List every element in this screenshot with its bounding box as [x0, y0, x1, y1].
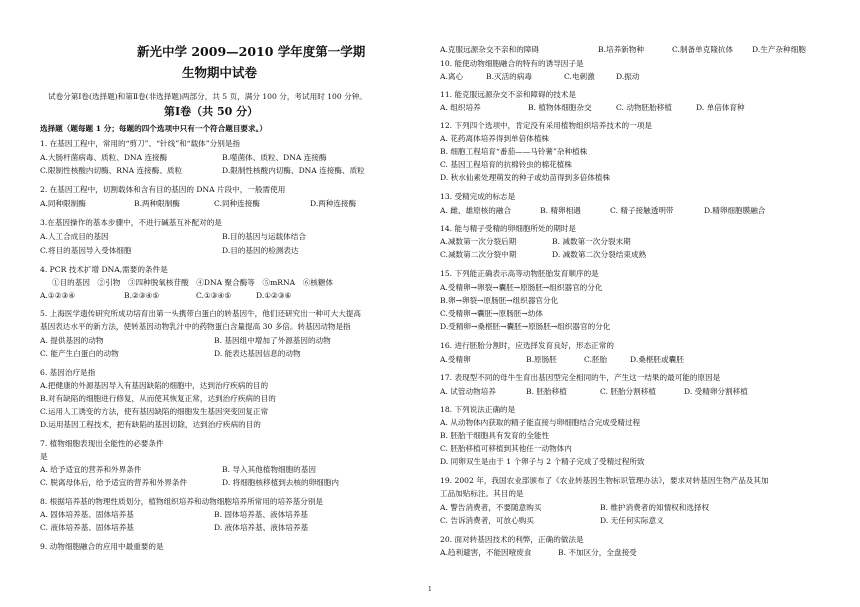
q18-option-d: D. 同卵双生是由于 1 个卵子与 2 个精子完成了受精过程所致: [440, 457, 645, 466]
q19-option-b: B. 维护消费者的知情权和选择权: [600, 503, 710, 512]
q17-option-a: A. 试管动物培养: [440, 387, 496, 396]
q10-option-a: A.离心: [440, 72, 464, 81]
q1-option-d: D.限制性核酸内切酶、DNA 连接酶、质粒: [222, 166, 365, 175]
q20-option-b: B. 不加区分，全盘接受: [558, 548, 637, 557]
question-4: 4. PCR 技术扩增 DNA,需要的条件是: [40, 265, 168, 274]
q1-option-b: B.噬菌体、质粒、DNA 连接酶: [222, 153, 327, 162]
q8-option-b: B. 固体培养基、液体培养基: [214, 510, 308, 519]
q11-option-a: A. 组织培养: [440, 103, 481, 112]
q13-option-a: A. 雌、雄原核的融合: [440, 206, 512, 215]
q13-option-b: B. 精卵相遇: [540, 206, 581, 215]
q6-option-b: B.对有缺陷的细胞进行修复，从而使其恢复正常，达到治疗疾病的目的: [40, 394, 276, 403]
q7-option-b: B. 导入其他植物细胞的基因: [222, 465, 316, 474]
q12-option-d: D. 秋水仙素处理萌发的种子或幼苗得到多倍体植株: [440, 173, 611, 182]
page-title: 新光中学 2009—2010 学年度第一学期: [137, 44, 366, 59]
question-10: 10. 能使动物细胞融合的特有的诱导因子是: [440, 59, 584, 68]
q6-option-a: A.把健康的外源基因导入有基因缺陷的细胞中，达到治疗疾病的目的: [40, 381, 269, 390]
q10-option-c: C.电刺激: [564, 72, 595, 81]
q4-conditions: ①目的基因 ②引物 ③四种脱氧核苷酸 ④DNA 聚合酶等 ⑤mRNA ⑥核糖体: [52, 278, 334, 287]
section-title: 第Ⅰ卷（共 50 分）: [164, 105, 259, 118]
question-17: 17. 表现型不同的母牛生育出基因型完全相同的牛，产生这一结果的最可能的原因是: [440, 373, 721, 382]
q16-option-d: D.桑椹胚或囊胚: [630, 355, 684, 364]
q15-option-a: A.受精卵→卵裂→囊胚→原肠胚→组织器官的分化: [440, 283, 603, 292]
q4-option-b: B.②③④⑤: [124, 291, 160, 300]
q2-option-b: B.两种限制酶: [134, 199, 180, 208]
q18-option-c: C. 胚胎移植可移植到其他任一动物体内: [440, 444, 572, 453]
q9-option-a: A.克服远源杂交不亲和的障碍: [440, 45, 540, 54]
question-8: 8. 根据培养基的物理性质划分，植物组织培养和动物细胞培养所常用的培养基分别是: [40, 497, 324, 506]
question-1: 1. 在基因工程中，常用的“剪刀”、“针线”和“载体”分别是指: [40, 139, 241, 148]
question-11: 11. 能克服远源杂交不亲和障碍的技术是: [440, 90, 576, 99]
question-5-line-1: 5. 上海医学遗传研究所成功培育出第一头携带白蛋白的转基因牛，他们还研究出一种可大大提高: [40, 309, 361, 318]
q4-option-c: C.①③④⑤: [196, 291, 232, 300]
q7-option-c: C. 脱离母体后，给予适宜的营养和外界条件: [40, 478, 188, 487]
q4-option-a: A.①②③④: [40, 291, 76, 300]
q13-option-c: C. 精子接触透明带: [610, 206, 674, 215]
q11-option-d: D. 单倍体育种: [696, 103, 745, 112]
q19-option-a: A. 警告消费者，不要随意购买: [440, 503, 542, 512]
q16-option-c: C.胚胎: [584, 355, 608, 364]
q8-option-a: A. 固体培养基、固体培养基: [40, 510, 134, 519]
instructions: 试卷分第Ⅰ卷(选择题)和第Ⅱ卷(非选择题)两部分，共 5 页，满分 100 分，考试用时 100 分钟。: [48, 92, 367, 101]
q16-option-a: A.受精卵: [440, 355, 471, 364]
q3-option-a: A.人工合成目的基因: [40, 232, 109, 241]
question-2: 2. 在基因工程中，切割载体和含有目的基因的 DNA 片段中，一般需使用: [40, 185, 286, 194]
q3-option-d: D.目的基因的检测表达: [222, 246, 299, 255]
q13-option-d: D.精卵细胞膜融合: [704, 206, 766, 215]
q15-option-b: B.卵→卵裂→原肠胚→组织器官分化: [440, 296, 559, 305]
q1-option-c: C.限制性核酸内切酶、RNA 连接酶、质粒: [40, 166, 183, 175]
question-19-line-2: 工品加贴标注。其目的是: [440, 489, 524, 498]
q2-option-c: C.同种连接酶: [214, 199, 260, 208]
q10-option-b: B.灭活的病毒: [486, 72, 532, 81]
q12-option-b: B. 细胞工程培育“番茄——马铃薯”杂种植株: [440, 147, 588, 156]
q10-option-d: D.振动: [616, 72, 640, 81]
q17-option-c: C. 胚胎分割移植: [600, 387, 656, 396]
q17-option-b: B. 胚胎移植: [526, 387, 567, 396]
q2-option-d: D.两种连接酶: [310, 199, 357, 208]
question-18: 18. 下列说法正确的是: [440, 405, 516, 414]
question-3: 3.在基因操作的基本步骤中，不进行碱基互补配对的是: [40, 218, 222, 227]
q5-option-b: B. 基因组中增加了外源基因的动物: [214, 336, 331, 345]
q19-option-c: C. 告诉消费者，可放心购买: [440, 516, 534, 525]
q5-option-c: C. 能产生白蛋白的动物: [40, 349, 119, 358]
question-19-line-1: 19. 2002 年，我国农业部颁布了《农业转基因生物标识管理办法》，要求对转基因生物产品及其加: [440, 476, 769, 485]
q7-option-d: D. 将细胞核移植到去核的卵细胞内: [222, 478, 339, 487]
q14-option-a: A.减数第一次分裂后期: [440, 237, 517, 246]
question-15: 15. 下列能正确表示高等动物胚胎发育顺序的是: [440, 269, 599, 278]
q4-option-d: D.①②③⑥: [256, 291, 292, 300]
question-13: 13. 受精完成的标志是: [440, 192, 516, 201]
q9-option-d: D.生产杂种细胞: [752, 45, 806, 54]
q11-option-b: B. 植物体细胞杂交: [528, 103, 592, 112]
question-9: 9. 动物细胞融合的应用中最重要的是: [40, 542, 164, 551]
section-intro: 选择题（题每题 1 分；每题的四个选项中只有一个符合题目要求。）: [40, 124, 267, 133]
q12-option-a: A. 花药离体培养得到单倍体植株: [440, 134, 550, 143]
q19-option-d: D. 无任何实际意义: [600, 516, 664, 525]
q7-option-a: A. 给予适宜的营养和外界条件: [40, 465, 142, 474]
q17-option-d: D. 受精卵分割移植: [684, 387, 748, 396]
q18-option-a: A. 从动物体内获取的精子能直接与卵细胞结合完成受精过程: [440, 418, 641, 427]
q2-option-a: A.同种限制酶: [40, 199, 86, 208]
question-14: 14. 能与精子受精的卵细胞所处的期时是: [440, 224, 576, 233]
q8-option-c: C. 液体培养基、固体培养基: [40, 523, 134, 532]
q8-option-d: D. 液体培养基、液体培养基: [214, 523, 309, 532]
question-7-cont: 是: [40, 452, 48, 461]
q1-option-a: A.大肠杆菌病毒、质粒、DNA 连接酶: [40, 153, 168, 162]
page-number: 1: [428, 586, 432, 593]
q18-option-b: B. 胚胎干细胞具有发育的全能性: [440, 431, 550, 440]
q14-option-c: C.减数第二次分裂中期: [440, 250, 517, 259]
q20-option-a: A.趋利避害，不能因噎废食: [440, 548, 532, 557]
question-6: 6. 基因治疗是指: [40, 368, 96, 377]
q16-option-b: B.原肠胚: [526, 355, 557, 364]
q3-option-c: C.将目的基因导入受体细胞: [40, 246, 132, 255]
page-subtitle: 生物期中试卷: [182, 65, 258, 80]
q12-option-c: C. 基因工程培育的抗棉铃虫的棉花植株: [440, 160, 572, 169]
q5-option-d: D. 能表达基因信息的动物: [214, 349, 301, 358]
q14-option-d: D. 减数第二次分裂结束成熟: [552, 250, 647, 259]
q11-option-c: C. 动物胚胎移植: [616, 103, 672, 112]
q6-option-d: D.运用基因工程技术，把有缺陷的基因切除，达到治疗疾病的目的: [40, 420, 261, 429]
q14-option-b: B. 减数第一次分裂末期: [552, 237, 631, 246]
q15-option-d: D.受精卵→桑椹胚→囊胚→原肠胚→组织器官的分化: [440, 322, 611, 331]
question-5-line-2: 基因表达水平的新方法，使转基因动物乳汁中的药物蛋白含量提高 30 多倍。转基因动物是指: [40, 322, 351, 331]
q5-option-a: A. 提供基因的动物: [40, 336, 104, 345]
q6-option-c: C.运用人工诱变的方法，使有基因缺陷的细胞发生基因突变回复正常: [40, 407, 269, 416]
q15-option-c: C.受精卵→囊胚→原肠胚→幼体: [440, 309, 543, 318]
question-20: 20. 面对转基因技术的利弊，正确的做法是: [440, 535, 584, 544]
q9-option-b: B.培养新物种: [598, 45, 644, 54]
question-7: 7. 植物细胞表现出全能性的必要条件: [40, 439, 164, 448]
question-16: 16. 进行胚胎分割时，应选择发育良好，形态正常的: [440, 341, 614, 350]
q3-option-b: B.目的基因与运载体结合: [222, 232, 306, 241]
q9-option-c: C.制备单克隆抗体: [672, 45, 734, 54]
question-12: 12. 下列四个选项中，肯定没有采用植物组织培养技术的一项是: [440, 121, 652, 130]
